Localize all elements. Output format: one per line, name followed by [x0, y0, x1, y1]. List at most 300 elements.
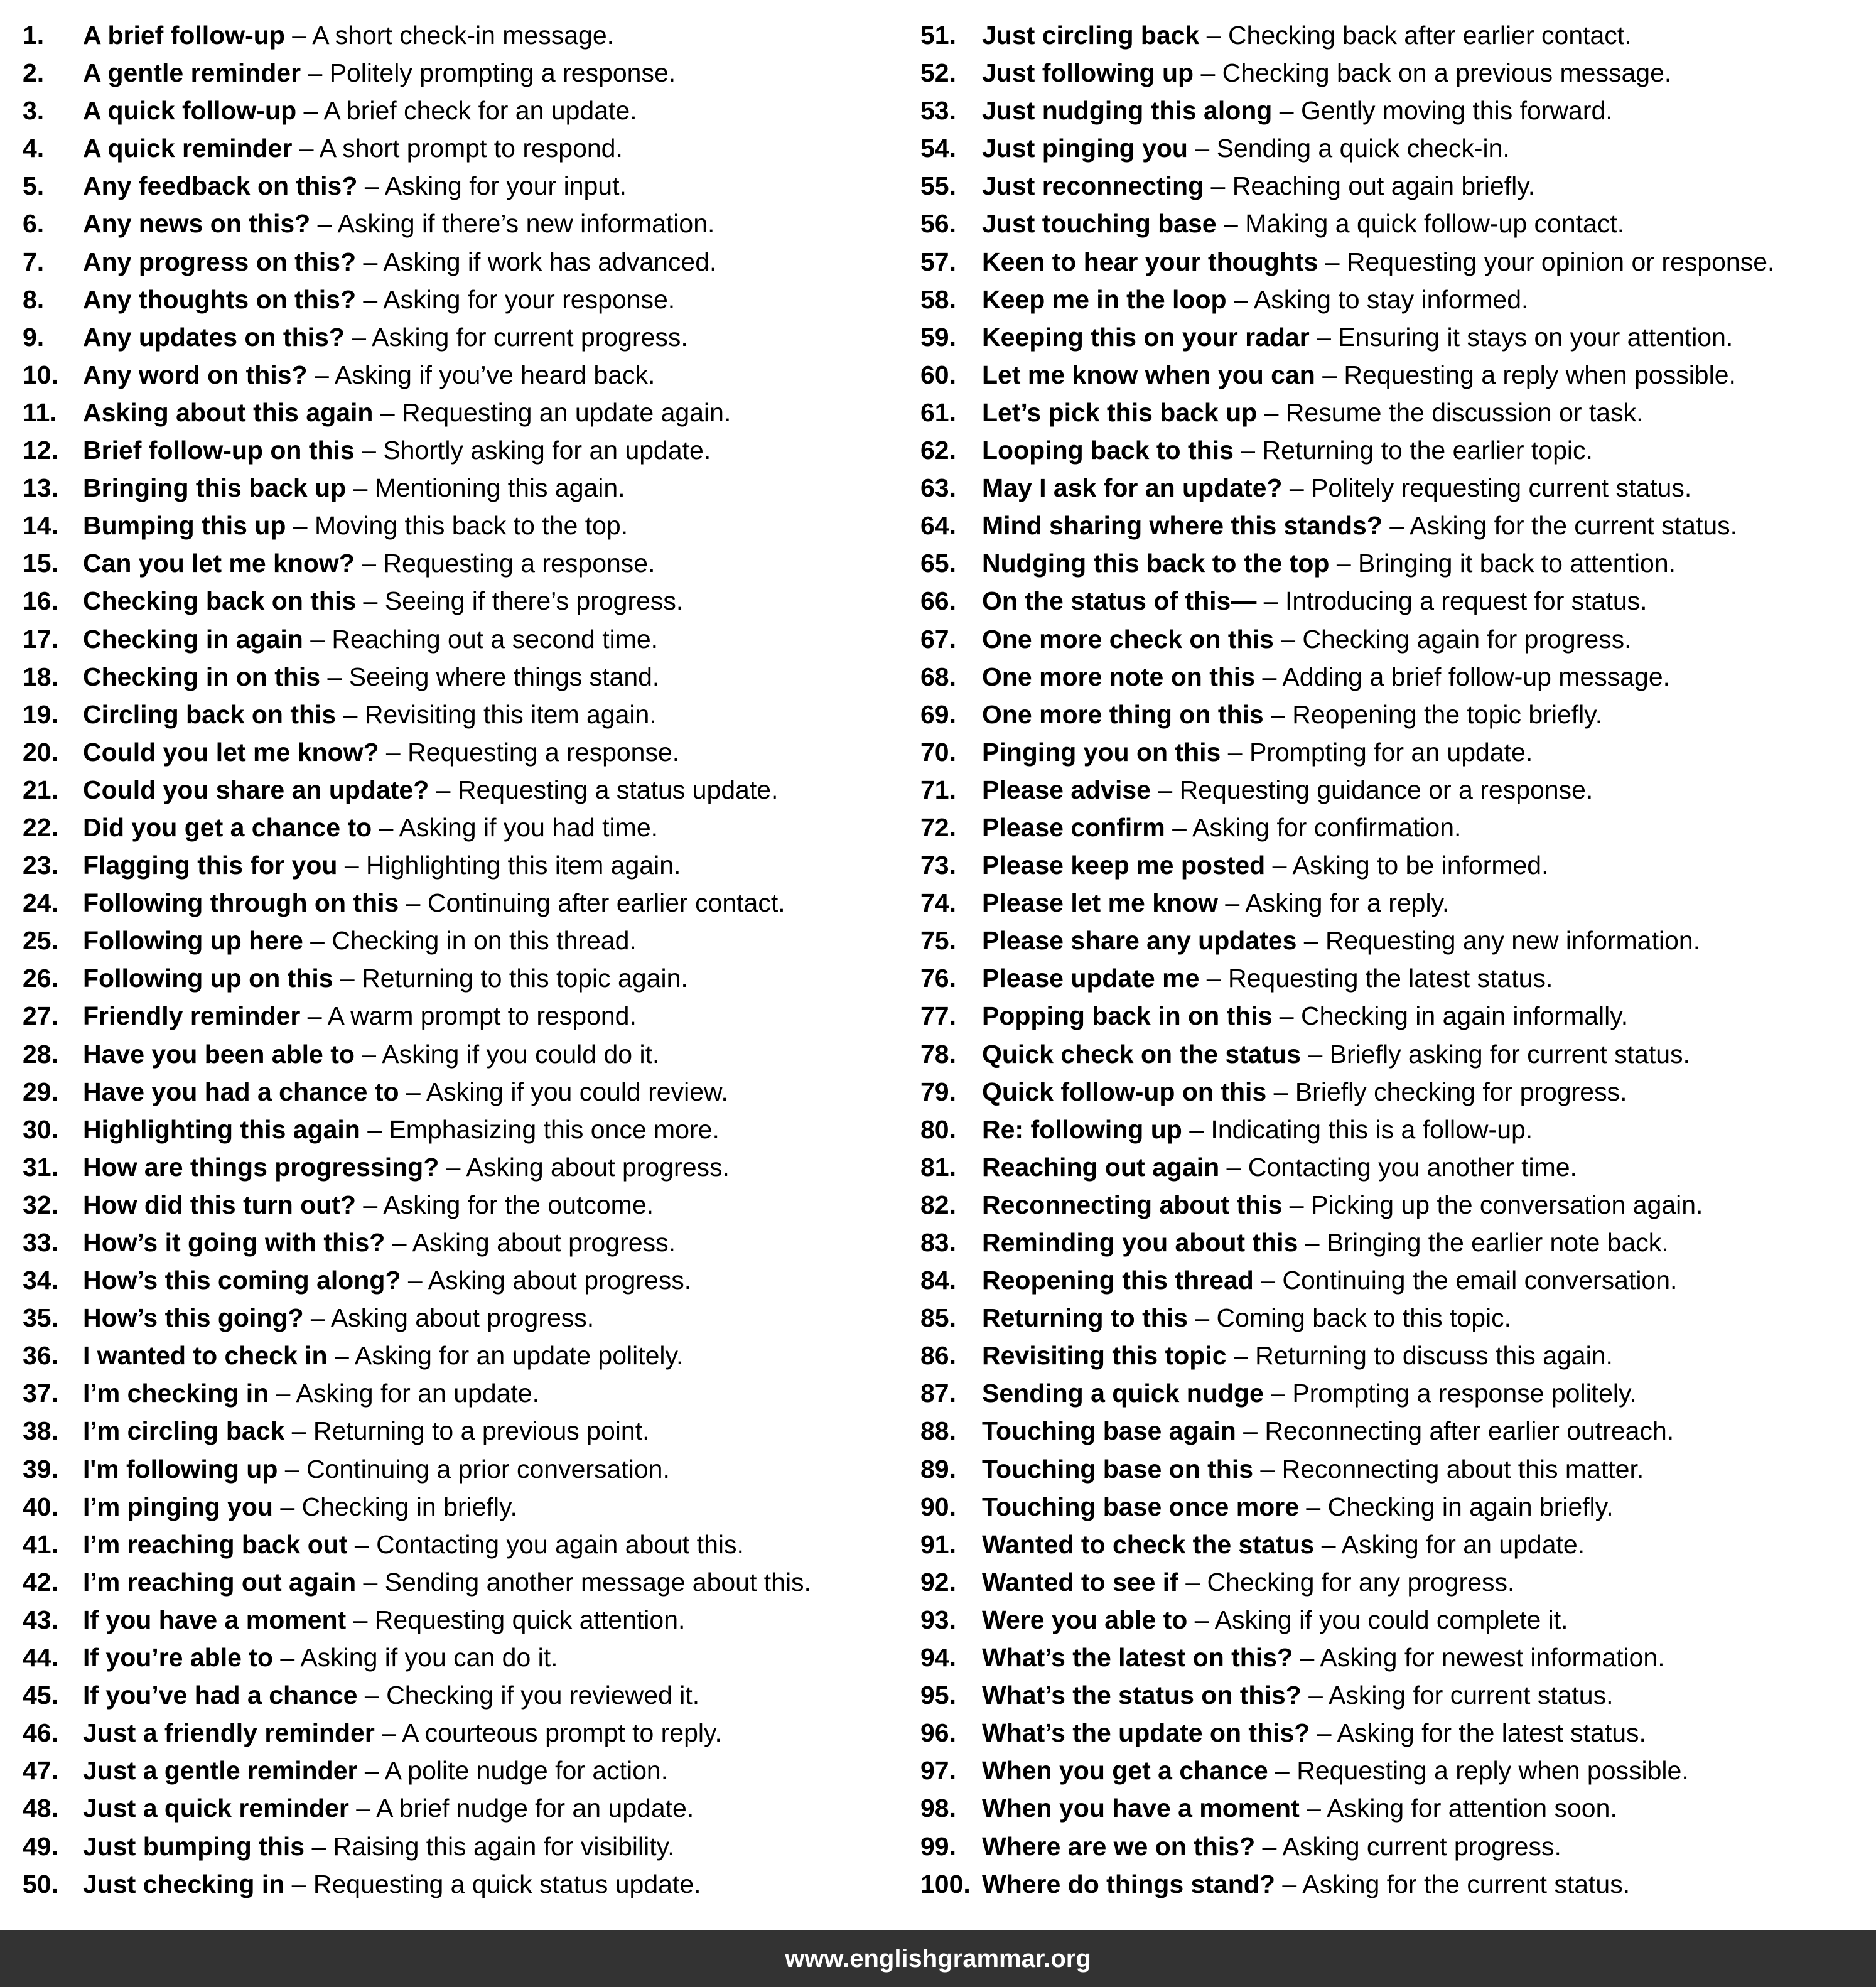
list-item: [23, 1488, 920, 1526]
item-definition: – Revisiting this item again.: [336, 699, 657, 729]
item-number: 46.: [23, 1718, 58, 1748]
item-number: 41.: [23, 1529, 58, 1559]
item-phrase: Asking about this again: [83, 397, 374, 427]
item-phrase: Reconnecting about this: [982, 1190, 1283, 1219]
item-phrase: Bumping this up: [83, 511, 286, 541]
item-phrase: On the status of this—: [982, 586, 1257, 616]
item-definition: – Prompting a response politely.: [1263, 1379, 1637, 1408]
item-number: 51.: [920, 21, 956, 50]
item-phrase: Nudging this back to the top: [982, 549, 1330, 578]
list-item: [920, 1865, 1862, 1903]
item-number: 28.: [23, 1039, 58, 1069]
item-phrase: Any news on this?: [83, 209, 311, 239]
item-definition: – Asking for an update politely.: [327, 1341, 684, 1370]
list-item: [920, 997, 1862, 1035]
item-definition: – Asking if you could do it.: [354, 1039, 660, 1069]
item-phrase: Just a gentle reminder: [83, 1756, 358, 1785]
item-number: 73.: [920, 851, 956, 880]
item-definition: – Asking if work has advanced.: [356, 247, 717, 276]
item-definition: – Asking for your input.: [357, 171, 627, 201]
item-phrase: How’s it going with this?: [83, 1228, 385, 1257]
list-item: [920, 1186, 1862, 1224]
item-number: 9.: [23, 322, 45, 352]
item-definition: – Requesting a status update.: [429, 775, 779, 804]
item-number: 37.: [23, 1379, 58, 1408]
item-number: 49.: [23, 1831, 58, 1861]
item-definition: – Politely requesting current status.: [1282, 473, 1692, 503]
item-definition: – Asking for an update.: [269, 1379, 540, 1408]
item-number: 68.: [920, 662, 956, 691]
item-phrase: Any updates on this?: [83, 322, 345, 352]
item-number: 19.: [23, 699, 58, 729]
item-definition: – Checking for any progress.: [1178, 1567, 1515, 1597]
item-number: 85.: [920, 1303, 956, 1333]
list-item: [23, 884, 920, 922]
item-phrase: Mind sharing where this stands?: [982, 511, 1383, 541]
item-number: 75.: [920, 926, 956, 956]
item-number: 59.: [920, 322, 956, 352]
list-item: [23, 1412, 920, 1450]
list-item: [920, 431, 1862, 469]
item-definition: – Asking about progress.: [385, 1228, 676, 1257]
item-definition: – Returning to the earlier topic.: [1233, 436, 1593, 465]
item-definition: – Asking for the current status.: [1275, 1869, 1631, 1898]
list-item: [23, 771, 920, 809]
item-phrase: Sending a quick nudge: [982, 1379, 1264, 1408]
item-phrase: Just following up: [982, 58, 1194, 88]
item-phrase: If you’ve had a chance: [83, 1681, 358, 1710]
list-item: [920, 1714, 1862, 1752]
item-number: 52.: [920, 58, 956, 88]
item-number: 18.: [23, 662, 58, 691]
item-phrase: Circling back on this: [83, 699, 337, 729]
item-definition: – Checking again for progress.: [1273, 624, 1632, 654]
item-phrase: How did this turn out?: [83, 1190, 356, 1219]
list-item: [23, 243, 920, 281]
item-number: 13.: [23, 473, 58, 503]
item-phrase: How are things progressing?: [83, 1152, 439, 1182]
item-phrase: Please update me: [982, 964, 1200, 993]
item-number: 11.: [23, 397, 57, 427]
item-definition: – Making a quick follow-up contact.: [1216, 209, 1625, 239]
list-item: [23, 1865, 920, 1903]
item-phrase: Following up on this: [83, 964, 333, 993]
item-phrase: If you have a moment: [83, 1605, 347, 1634]
item-definition: – Checking in again briefly.: [1299, 1492, 1614, 1521]
item-definition: – Shortly asking for an update.: [354, 436, 711, 465]
list-item: [23, 129, 920, 167]
item-phrase: May I ask for an update?: [982, 473, 1283, 503]
item-number: 1.: [23, 21, 45, 50]
item-phrase: What’s the update on this?: [982, 1718, 1310, 1748]
item-number: 32.: [23, 1190, 58, 1219]
item-number: 89.: [920, 1454, 956, 1484]
list-item: [920, 1261, 1862, 1299]
item-definition: – Asking about progress.: [439, 1152, 730, 1182]
item-phrase: Checking back on this: [83, 586, 357, 616]
item-phrase: Just nudging this along: [982, 96, 1273, 126]
item-definition: – Requesting your opinion or response.: [1318, 247, 1775, 276]
item-definition: – Adding a brief follow-up message.: [1255, 662, 1671, 691]
list-item: [920, 1526, 1862, 1563]
item-number: 6.: [23, 209, 45, 239]
list-item: [920, 1450, 1862, 1488]
item-number: 92.: [920, 1567, 956, 1597]
list-item: [920, 1224, 1862, 1261]
item-definition: – Sending another message about this.: [356, 1567, 811, 1597]
item-phrase: Following through on this: [83, 888, 399, 918]
item-number: 61.: [920, 397, 956, 427]
list-item: [920, 846, 1862, 884]
item-phrase: A quick follow-up: [83, 96, 297, 126]
list-item: [920, 1828, 1862, 1865]
list-item: [23, 696, 920, 733]
list-item: [920, 1299, 1862, 1337]
item-number: 8.: [23, 284, 45, 314]
item-number: 56.: [920, 209, 956, 239]
item-definition: – Reconnecting about this matter.: [1253, 1454, 1644, 1484]
list-item: [23, 54, 920, 92]
item-phrase: Just reconnecting: [982, 171, 1204, 201]
item-number: 50.: [23, 1869, 58, 1898]
item-phrase: One more note on this: [982, 662, 1256, 691]
item-definition: – Bringing the earlier note back.: [1298, 1228, 1669, 1257]
item-number: 81.: [920, 1152, 956, 1182]
item-definition: – Coming back to this topic.: [1187, 1303, 1511, 1333]
list-item: [23, 658, 920, 696]
item-phrase: Looping back to this: [982, 436, 1234, 465]
list-item: [920, 1374, 1862, 1412]
item-phrase: Revisiting this topic: [982, 1341, 1227, 1370]
item-number: 34.: [23, 1266, 58, 1295]
list-item: [23, 1073, 920, 1111]
item-definition: – Checking in on this thread.: [303, 926, 637, 956]
item-number: 86.: [920, 1341, 956, 1370]
list-item: [23, 1337, 920, 1374]
item-definition: – Requesting guidance or a response.: [1150, 775, 1593, 804]
item-phrase: Highlighting this again: [83, 1114, 360, 1144]
item-phrase: Popping back in on this: [982, 1001, 1273, 1031]
list-item: [920, 922, 1862, 959]
item-number: 47.: [23, 1756, 58, 1785]
item-phrase: Please keep me posted: [982, 851, 1266, 880]
item-phrase: Keep me in the loop: [982, 284, 1227, 314]
item-definition: – Requesting a reply when possible.: [1268, 1756, 1689, 1785]
item-definition: – A short prompt to respond.: [292, 134, 623, 163]
list-item: [23, 1526, 920, 1563]
item-definition: – Indicating this is a follow-up.: [1182, 1114, 1533, 1144]
item-definition: – A courteous prompt to reply.: [374, 1718, 722, 1748]
item-number: 42.: [23, 1567, 58, 1597]
item-number: 84.: [920, 1266, 956, 1295]
item-number: 4.: [23, 134, 45, 163]
list-item: [23, 394, 920, 431]
item-number: 72.: [920, 812, 956, 842]
item-phrase: Could you share an update?: [83, 775, 429, 804]
item-definition: – Asking for current status.: [1301, 1681, 1614, 1710]
item-definition: – Continuing a prior conversation.: [278, 1454, 670, 1484]
item-phrase: Did you get a chance to: [83, 812, 372, 842]
list-item: [920, 1412, 1862, 1450]
item-number: 40.: [23, 1492, 58, 1521]
list-item: [920, 809, 1862, 846]
item-phrase: Quick follow-up on this: [982, 1077, 1267, 1106]
item-number: 70.: [920, 737, 956, 767]
item-number: 36.: [23, 1341, 58, 1370]
item-number: 48.: [23, 1794, 58, 1823]
item-definition: – Asking if you can do it.: [273, 1643, 558, 1672]
item-number: 23.: [23, 851, 58, 880]
item-number: 29.: [23, 1077, 58, 1106]
item-number: 20.: [23, 737, 58, 767]
list-item: [23, 809, 920, 846]
item-phrase: Touching base on this: [982, 1454, 1254, 1484]
item-definition: – Briefly asking for current status.: [1301, 1039, 1690, 1069]
item-phrase: Just bumping this: [83, 1831, 305, 1861]
item-definition: – Mentioning this again.: [346, 473, 625, 503]
list-item: [23, 1374, 920, 1412]
list-item: [23, 997, 920, 1035]
list-item: [920, 733, 1862, 771]
item-definition: – Reconnecting after earlier outreach.: [1236, 1416, 1674, 1446]
item-phrase: Checking in again: [83, 624, 303, 654]
list-item: [920, 1789, 1862, 1827]
item-phrase: I’m checking in: [83, 1379, 269, 1408]
list-item: [23, 1563, 920, 1601]
item-definition: – Asking for current progress.: [344, 322, 688, 352]
list-item: [23, 431, 920, 469]
list-item: [23, 16, 920, 54]
list-item: [23, 1450, 920, 1488]
item-phrase: Touching base again: [982, 1416, 1236, 1446]
item-definition: – Bringing it back to attention.: [1329, 549, 1676, 578]
list-item: [23, 281, 920, 318]
item-phrase: Reaching out again: [982, 1152, 1220, 1182]
list-item: [920, 16, 1862, 54]
item-number: 10.: [23, 360, 58, 389]
item-phrase: Where do things stand?: [982, 1869, 1275, 1898]
item-phrase: Just a friendly reminder: [83, 1718, 375, 1748]
item-number: 44.: [23, 1643, 58, 1672]
item-phrase: Friendly reminder: [83, 1001, 301, 1031]
item-phrase: Wanted to check the status: [982, 1529, 1315, 1559]
item-phrase: How’s this going?: [83, 1303, 304, 1333]
footer-bar: [0, 1930, 1876, 1987]
list-item: [23, 1261, 920, 1299]
item-definition: – Checking back after earlier contact.: [1199, 21, 1632, 50]
list-item: [920, 1752, 1862, 1789]
item-definition: – Asking current progress.: [1255, 1831, 1561, 1861]
item-phrase: Any word on this?: [83, 360, 308, 389]
item-phrase: Were you able to: [982, 1605, 1188, 1634]
item-phrase: How’s this coming along?: [83, 1266, 401, 1295]
item-number: 71.: [920, 775, 956, 804]
item-definition: – Emphasizing this once more.: [360, 1114, 720, 1144]
item-number: 22.: [23, 812, 58, 842]
item-definition: – Returning to discuss this again.: [1226, 1341, 1613, 1370]
item-definition: – Asking if there’s new information.: [310, 209, 715, 239]
item-phrase: Let me know when you can: [982, 360, 1315, 389]
list-item: [23, 544, 920, 582]
item-number: 24.: [23, 888, 58, 918]
item-definition: – Briefly checking for progress.: [1266, 1077, 1627, 1106]
item-definition: – A brief check for an update.: [296, 96, 637, 126]
list-item: [920, 507, 1862, 544]
item-definition: – Resume the discussion or task.: [1257, 397, 1644, 427]
item-definition: – Checking if you reviewed it.: [357, 1681, 700, 1710]
item-definition: – Asking for an update.: [1314, 1529, 1585, 1559]
list-item: [23, 1828, 920, 1865]
list-item: [920, 1639, 1862, 1676]
item-definition: – A warm prompt to respond.: [300, 1001, 637, 1031]
list-item: [23, 167, 920, 205]
item-number: 62.: [920, 436, 956, 465]
item-phrase: Wanted to see if: [982, 1567, 1178, 1597]
item-phrase: Pinging you on this: [982, 737, 1221, 767]
list-item: [23, 1752, 920, 1789]
list-item: [920, 243, 1862, 281]
item-definition: – Continuing the email conversation.: [1253, 1266, 1678, 1295]
phrase-list-left: [23, 16, 920, 1903]
list-item: [23, 1676, 920, 1714]
item-phrase: Can you let me know?: [83, 549, 355, 578]
item-phrase: Returning to this: [982, 1303, 1188, 1333]
list-item: [23, 507, 920, 544]
list-item: [23, 1111, 920, 1148]
item-definition: – Contacting you another time.: [1219, 1152, 1577, 1182]
item-definition: – Asking for the outcome.: [355, 1190, 654, 1219]
item-definition: – A short check-in message.: [284, 21, 615, 50]
item-number: 65.: [920, 549, 956, 578]
list-item: [920, 1148, 1862, 1186]
item-number: 16.: [23, 586, 58, 616]
item-phrase: I'm following up: [83, 1454, 278, 1484]
list-item: [920, 129, 1862, 167]
list-item: [23, 1186, 920, 1224]
list-item: [920, 658, 1862, 696]
item-number: 3.: [23, 96, 45, 126]
list-item: [920, 281, 1862, 318]
list-item: [23, 582, 920, 620]
item-phrase: One more thing on this: [982, 699, 1264, 729]
item-phrase: Have you had a chance to: [83, 1077, 399, 1106]
item-number: 74.: [920, 888, 956, 918]
item-definition: – Asking to be informed.: [1265, 851, 1549, 880]
list-item: [920, 92, 1862, 129]
item-definition: – Introducing a request for status.: [1256, 586, 1647, 616]
item-definition: – A polite nudge for action.: [357, 1756, 669, 1785]
list-item: [23, 1789, 920, 1827]
list-item: [23, 959, 920, 997]
item-definition: – Requesting a reply when possible.: [1315, 360, 1736, 389]
item-phrase: Keeping this on your radar: [982, 322, 1310, 352]
list-item: [920, 1035, 1862, 1073]
item-number: 25.: [23, 926, 58, 956]
item-number: 58.: [920, 284, 956, 314]
item-definition: – Returning to this topic again.: [333, 964, 688, 993]
item-number: 69.: [920, 699, 956, 729]
item-number: 96.: [920, 1718, 956, 1748]
item-number: 31.: [23, 1152, 58, 1182]
item-number: 95.: [920, 1681, 956, 1710]
item-definition: – Reaching out again briefly.: [1204, 171, 1536, 201]
item-phrase: I’m reaching out again: [83, 1567, 357, 1597]
item-definition: – Checking back on a previous message.: [1194, 58, 1672, 88]
list-item: [920, 205, 1862, 242]
list-item: [920, 582, 1862, 620]
item-number: 64.: [920, 511, 956, 541]
item-phrase: I’m pinging you: [83, 1492, 273, 1521]
item-phrase: Reopening this thread: [982, 1266, 1254, 1295]
item-phrase: I’m reaching back out: [83, 1529, 348, 1559]
item-definition: – Asking to stay informed.: [1226, 284, 1529, 314]
item-definition: – Contacting you again about this.: [347, 1529, 744, 1559]
item-phrase: Please confirm: [982, 812, 1165, 842]
item-definition: – Asking if you had time.: [372, 812, 659, 842]
item-number: 54.: [920, 134, 956, 163]
item-definition: – Highlighting this item again.: [337, 851, 681, 880]
list-item: [920, 318, 1862, 356]
item-phrase: Just circling back: [982, 21, 1200, 50]
item-phrase: Quick check on the status: [982, 1039, 1302, 1069]
item-phrase: Bringing this back up: [83, 473, 347, 503]
item-number: 2.: [23, 58, 45, 88]
item-phrase: Reminding you about this: [982, 1228, 1298, 1257]
item-number: 15.: [23, 549, 58, 578]
item-phrase: Please advise: [982, 775, 1151, 804]
item-number: 80.: [920, 1114, 956, 1144]
item-phrase: When you get a chance: [982, 1756, 1268, 1785]
item-number: 94.: [920, 1643, 956, 1672]
item-phrase: Just a quick reminder: [83, 1794, 349, 1823]
list-item: [920, 356, 1862, 394]
item-definition: – Asking for confirmation.: [1165, 812, 1462, 842]
item-number: 45.: [23, 1681, 58, 1710]
item-phrase: If you’re able to: [83, 1643, 273, 1672]
item-definition: – Asking for the latest status.: [1310, 1718, 1646, 1748]
item-definition: – Returning to a previous point.: [284, 1416, 650, 1446]
item-phrase: Any thoughts on this?: [83, 284, 356, 314]
item-definition: – A brief nudge for an update.: [348, 1794, 694, 1823]
list-item: [23, 733, 920, 771]
item-definition: – Asking if you could complete it.: [1187, 1605, 1568, 1634]
item-number: 17.: [23, 624, 58, 654]
item-phrase: Just touching base: [982, 209, 1217, 239]
list-item: [920, 1337, 1862, 1374]
item-number: 76.: [920, 964, 956, 993]
item-number: 88.: [920, 1416, 956, 1446]
list-item: [920, 884, 1862, 922]
list-item: [920, 620, 1862, 658]
list-item: [920, 469, 1862, 507]
item-number: 97.: [920, 1756, 956, 1785]
item-phrase: Just pinging you: [982, 134, 1188, 163]
item-number: 79.: [920, 1077, 956, 1106]
item-definition: – Requesting a quick status update.: [284, 1869, 701, 1898]
item-definition: – Moving this back to the top.: [286, 511, 628, 541]
list-item: [23, 469, 920, 507]
item-phrase: One more check on this: [982, 624, 1274, 654]
item-phrase: Brief follow-up on this: [83, 436, 355, 465]
item-phrase: I wanted to check in: [83, 1341, 328, 1370]
item-definition: – Requesting a response.: [379, 737, 680, 767]
item-definition: – Asking for newest information.: [1293, 1643, 1665, 1672]
item-number: 14.: [23, 511, 58, 541]
item-definition: – Checking in again informally.: [1272, 1001, 1629, 1031]
item-number: 60.: [920, 360, 956, 389]
list-item: [920, 1563, 1862, 1601]
item-phrase: A quick reminder: [83, 134, 293, 163]
